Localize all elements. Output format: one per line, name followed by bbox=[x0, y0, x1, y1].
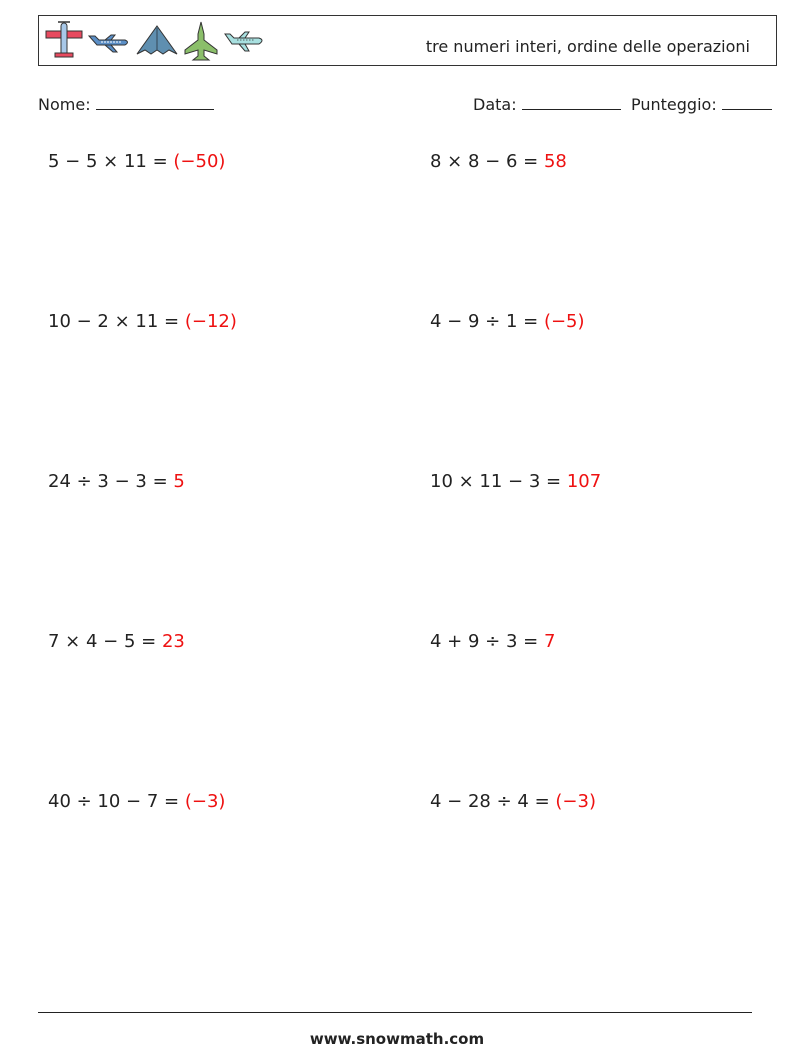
problem-expression: 8 × 8 − 6 = bbox=[430, 151, 539, 172]
red-propeller-plane-icon bbox=[45, 20, 85, 62]
date-field bbox=[473, 94, 621, 114]
problem-answer: (−12) bbox=[184, 311, 237, 332]
worksheet-title: tre numeri interi, ordine delle operazioni bbox=[425, 37, 750, 56]
name-field bbox=[38, 94, 214, 114]
problem-9 bbox=[48, 791, 225, 812]
problem-expression: 40 ÷ 10 − 7 = bbox=[48, 791, 180, 812]
problem-expression: 4 − 28 ÷ 4 = bbox=[430, 791, 550, 812]
problem-2 bbox=[430, 151, 567, 172]
problem-answer: (−50) bbox=[173, 151, 226, 172]
problem-expression: 4 + 9 ÷ 3 = bbox=[430, 631, 539, 652]
problem-7 bbox=[48, 631, 185, 652]
worksheet-header bbox=[38, 15, 777, 66]
blue-jet-airliner-icon bbox=[87, 20, 131, 62]
problem-answer: (−5) bbox=[543, 311, 585, 332]
name-blank-line bbox=[96, 94, 214, 110]
problem-1 bbox=[48, 151, 225, 172]
problem-answer: (−3) bbox=[555, 791, 596, 812]
problem-expression: 10 × 11 − 3 = bbox=[430, 471, 562, 492]
problem-answer: 5 bbox=[173, 471, 185, 492]
problem-5 bbox=[48, 471, 185, 492]
small-airliner-icon bbox=[223, 20, 267, 62]
score-blank-line bbox=[722, 94, 772, 110]
problem-8 bbox=[430, 631, 555, 652]
name-label: Nome: bbox=[38, 95, 91, 114]
problem-answer: 23 bbox=[161, 631, 185, 652]
problem-expression: 4 − 9 ÷ 1 = bbox=[430, 311, 539, 332]
problem-answer: 107 bbox=[566, 471, 602, 492]
problem-10 bbox=[430, 791, 596, 812]
date-label: Data: bbox=[473, 95, 517, 114]
score-field bbox=[631, 94, 772, 114]
problem-expression: 10 − 2 × 11 = bbox=[48, 311, 180, 332]
problem-expression: 7 × 4 − 5 = bbox=[48, 631, 157, 652]
footer-website: www.snowmath.com bbox=[309, 1030, 485, 1048]
problem-4 bbox=[430, 311, 585, 332]
problem-answer: 7 bbox=[543, 631, 556, 652]
problem-answer: 58 bbox=[543, 151, 567, 172]
score-label: Punteggio: bbox=[631, 95, 717, 114]
problem-6 bbox=[430, 471, 601, 492]
problem-expression: 24 ÷ 3 − 3 = bbox=[48, 471, 168, 492]
footer-divider bbox=[38, 1012, 752, 1013]
green-fighter-jet-icon bbox=[183, 20, 219, 62]
date-blank-line bbox=[522, 94, 621, 110]
stealth-bomber-icon bbox=[135, 20, 179, 62]
problem-answer: (−3) bbox=[184, 791, 226, 812]
problem-expression: 5 − 5 × 11 = bbox=[48, 151, 168, 172]
problem-3 bbox=[48, 311, 237, 332]
